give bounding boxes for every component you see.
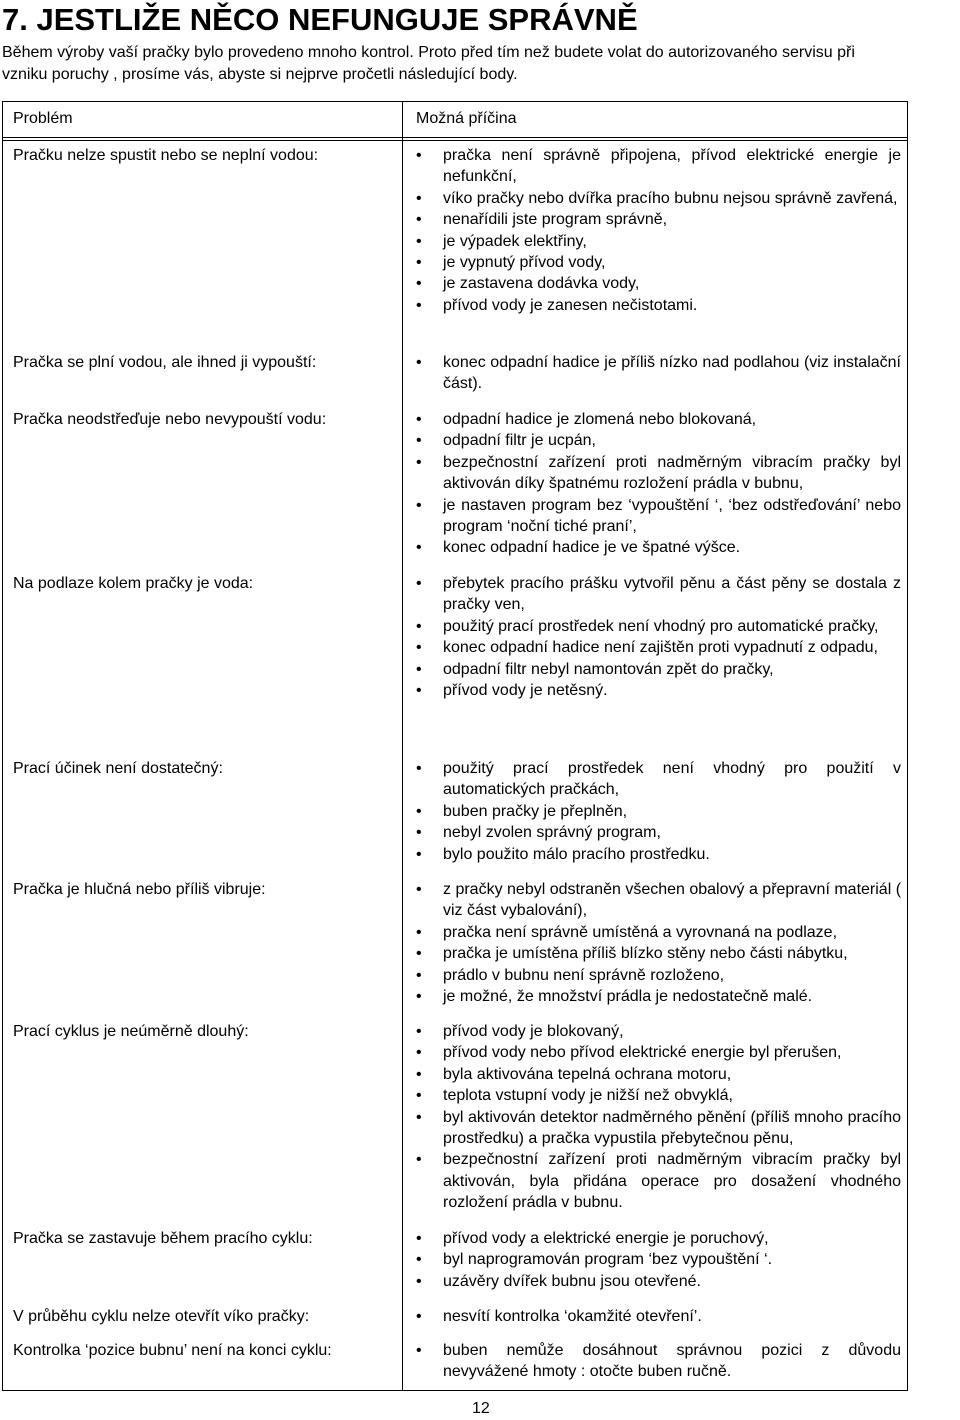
problem-cell: Prací cyklus je neúměrně dlouhý: bbox=[13, 1023, 249, 1040]
cause-list bbox=[414, 352, 901, 395]
intro-line-1: Během výroby vaší pračky bylo provedeno mnoho kontrol. Proto před tím než budete volat do autorizovaného servisu při bbox=[2, 44, 855, 61]
cause-text: konec odpadní hadice je příliš nízko nad podlahou (viz instalační část). bbox=[443, 354, 901, 393]
cause-text: odpadní filtr je ucpán, bbox=[443, 432, 596, 450]
cause-item bbox=[414, 495, 901, 538]
cause-text: použitý prací prostředek není vhodný pro automatické pračky, bbox=[443, 617, 879, 635]
cause-text: bezpečnostní zařízení proti nadměrným vibracím pračky byl aktivován díky špatnému rozložení prádla v bubnu, bbox=[443, 453, 901, 493]
bullet-icon: • bbox=[416, 189, 422, 207]
cause-item bbox=[414, 1085, 901, 1106]
cause-item bbox=[414, 452, 901, 495]
cause-item bbox=[414, 822, 901, 843]
bullet-icon: • bbox=[416, 682, 422, 700]
cause-text: pračka je umístěna příliš blízko stěny nebo části nábytku, bbox=[443, 945, 848, 963]
cause-text: je vypnutý přívod vody, bbox=[443, 254, 606, 272]
page-title: 7. JESTLIŽE NĚCO NEFUNGUJE SPRÁVNĚ bbox=[2, 2, 638, 37]
cause-item bbox=[414, 231, 901, 252]
cause-item bbox=[414, 801, 901, 822]
cause-text: buben pračky je přeplněn, bbox=[443, 802, 628, 820]
cause-list bbox=[414, 1340, 901, 1383]
intro-paragraph bbox=[2, 42, 960, 86]
cause-item bbox=[414, 1340, 901, 1383]
header-divider bbox=[3, 137, 907, 138]
cause-list bbox=[414, 145, 901, 316]
cause-item bbox=[414, 252, 901, 273]
cause-item bbox=[414, 409, 901, 430]
header-problem: Problém bbox=[13, 110, 73, 127]
bullet-icon: • bbox=[416, 539, 422, 557]
cause-text: přívod vody nebo přívod elektrické energie byl přerušen, bbox=[443, 1044, 842, 1062]
cause-item bbox=[414, 430, 901, 451]
cause-list bbox=[414, 1306, 901, 1327]
bullet-icon: • bbox=[416, 275, 422, 293]
bullet-icon: • bbox=[416, 1065, 422, 1083]
page-number: 12 bbox=[472, 1400, 490, 1417]
problem-cell: V průběhu cyklu nelze otevřít víko pračky: bbox=[13, 1308, 310, 1325]
cause-item bbox=[414, 295, 901, 316]
cause-list bbox=[414, 758, 901, 865]
cause-text: byla aktivována tepelná ochrana motoru, bbox=[443, 1065, 732, 1083]
bullet-icon: • bbox=[416, 1108, 422, 1126]
cause-item bbox=[414, 1107, 901, 1150]
cause-item bbox=[414, 1271, 901, 1292]
bullet-icon: • bbox=[416, 432, 422, 450]
bullet-icon: • bbox=[416, 1151, 422, 1169]
bullet-icon: • bbox=[416, 296, 422, 314]
cause-text: je zastavena dodávka vody, bbox=[443, 275, 640, 293]
cause-text: konec odpadní hadice je ve špatné výšce. bbox=[443, 539, 741, 557]
cause-item bbox=[414, 1249, 901, 1270]
cause-item bbox=[414, 1149, 901, 1213]
bullet-icon: • bbox=[416, 411, 422, 428]
cause-item bbox=[414, 758, 901, 801]
cause-item bbox=[414, 986, 901, 1007]
cause-item bbox=[414, 879, 901, 922]
cause-item bbox=[414, 616, 901, 637]
cause-item bbox=[414, 537, 901, 558]
bullet-icon: • bbox=[416, 881, 422, 898]
header-divider-double bbox=[3, 140, 907, 141]
troubleshooting-table bbox=[2, 101, 908, 1391]
cause-text: je možné, že množství prádla je nedostatečně malé. bbox=[443, 988, 813, 1006]
bullet-icon: • bbox=[416, 354, 422, 371]
column-divider bbox=[402, 102, 403, 1390]
cause-item bbox=[414, 352, 901, 395]
cause-item bbox=[414, 922, 901, 943]
cause-text: konec odpadní hadice není zajištěn proti vypadnutí z odpadu, bbox=[443, 639, 878, 657]
cause-item bbox=[414, 637, 901, 658]
problem-cell: Pračka se zastavuje během pracího cyklu: bbox=[13, 1230, 313, 1247]
bullet-icon: • bbox=[416, 760, 422, 777]
cause-text: teplota vstupní vody je nižší než obvyklá, bbox=[443, 1087, 733, 1105]
cause-text: přebytek pracího prášku vytvořil pěnu a část pěny se dostala z pračky ven, bbox=[443, 575, 901, 614]
cause-text: byl naprogramován program ‘bez vypouštění ‘. bbox=[443, 1251, 773, 1269]
bullet-icon: • bbox=[416, 824, 422, 842]
bullet-icon: • bbox=[416, 1342, 422, 1359]
cause-item bbox=[414, 1021, 901, 1042]
bullet-icon: • bbox=[416, 639, 422, 657]
bullet-icon: • bbox=[416, 845, 422, 863]
cause-text: použitý prací prostředek není vhodný pro použití v automatických pračkách, bbox=[443, 760, 901, 799]
bullet-icon: • bbox=[416, 988, 422, 1006]
bullet-icon: • bbox=[416, 575, 422, 592]
cause-text: přívod vody je netěsný. bbox=[443, 682, 608, 700]
bullet-icon: • bbox=[416, 147, 422, 164]
bullet-icon: • bbox=[416, 496, 422, 514]
cause-item bbox=[414, 145, 901, 188]
cause-text: z pračky nebyl odstraněn všechen obalový a přepravní materiál ( viz část vybalování), bbox=[443, 881, 902, 920]
cause-item bbox=[414, 844, 901, 865]
cause-text: nebyl zvolen správný program, bbox=[443, 824, 661, 842]
cause-item bbox=[414, 209, 901, 230]
cause-text: pračka není správně umístěná a vyrovnaná na podlaze, bbox=[443, 923, 838, 941]
problem-cell: Prací účinek není dostatečný: bbox=[13, 760, 223, 777]
problem-cell: Pračka je hlučná nebo příliš vibruje: bbox=[13, 881, 266, 898]
cause-text: víko pračky nebo dvířka pracího bubnu nejsou správně zavřená, bbox=[443, 189, 898, 207]
problem-cell: Pračka neodstřeďuje nebo nevypouští vodu: bbox=[13, 411, 327, 428]
cause-text: je výpadek elektřiny, bbox=[443, 232, 587, 250]
bullet-icon: • bbox=[416, 254, 422, 272]
bullet-icon: • bbox=[416, 1044, 422, 1062]
bullet-icon: • bbox=[416, 1087, 422, 1105]
bullet-icon: • bbox=[416, 945, 422, 963]
cause-text: bylo použito málo pracího prostředku. bbox=[443, 845, 710, 863]
cause-item bbox=[414, 680, 901, 701]
cause-text: přívod vody a elektrické energie je poruchový, bbox=[443, 1230, 769, 1247]
bullet-icon: • bbox=[416, 1230, 422, 1247]
cause-item bbox=[414, 965, 901, 986]
cause-text: byl aktivován detektor nadměrného pěnění (příliš mnoho pracího prostředku) a pračka vypustila přebytečnou pěnu, bbox=[443, 1108, 901, 1148]
bullet-icon: • bbox=[416, 923, 422, 941]
cause-list bbox=[414, 879, 901, 1007]
cause-text: odpadní hadice je zlomená nebo blokovaná, bbox=[443, 411, 757, 428]
cause-item bbox=[414, 1306, 901, 1327]
cause-item bbox=[414, 1042, 901, 1063]
cause-item bbox=[414, 573, 901, 616]
bullet-icon: • bbox=[416, 1272, 422, 1290]
cause-text: je nastaven program bez ‘vypouštění ‘, ‘bez odstřeďování’ nebo program ‘noční tiché praní’, bbox=[443, 496, 901, 536]
bullet-icon: • bbox=[416, 211, 422, 229]
bullet-icon: • bbox=[416, 1308, 422, 1325]
cause-text: přívod vody je zanesen nečistotami. bbox=[443, 296, 698, 314]
bullet-icon: • bbox=[416, 232, 422, 250]
cause-text: přívod vody je blokovaný, bbox=[443, 1023, 624, 1040]
cause-list bbox=[414, 1021, 901, 1214]
cause-item bbox=[414, 1228, 901, 1249]
bullet-icon: • bbox=[416, 617, 422, 635]
cause-item bbox=[414, 1064, 901, 1085]
cause-item bbox=[414, 273, 901, 294]
cause-list bbox=[414, 573, 901, 701]
intro-line-2: vzniku poruchy , prosíme vás, abyste si nejprve pročetli následující body. bbox=[2, 66, 518, 83]
cause-list bbox=[414, 1228, 901, 1292]
cause-text: nesvítí kontrolka ‘okamžité otevření’. bbox=[443, 1308, 702, 1325]
cause-item bbox=[414, 943, 901, 964]
cause-list bbox=[414, 409, 901, 559]
bullet-icon: • bbox=[416, 453, 422, 471]
cause-text: odpadní filtr nebyl namontován zpět do pračky, bbox=[443, 660, 774, 678]
problem-cell: Na podlaze kolem pračky je voda: bbox=[13, 575, 254, 592]
problem-cell: Pračku nelze spustit nebo se neplní vodou: bbox=[13, 147, 319, 164]
header-cause: Možná příčina bbox=[416, 110, 517, 127]
cause-text: pračka není správně připojena, přívod elektrické energie je nefunkční, bbox=[443, 147, 901, 186]
cause-text: buben nemůže dosáhnout správnou pozici z důvodu nevyvážené hmoty : otočte buben ručně. bbox=[443, 1342, 901, 1381]
problem-cell: Pračka se plní vodou, ale ihned ji vypouští: bbox=[13, 354, 317, 371]
bullet-icon: • bbox=[416, 1023, 422, 1040]
cause-text: uzávěry dvířek bubnu jsou otevřené. bbox=[443, 1272, 701, 1290]
cause-text: bezpečnostní zařízení proti nadměrným vibracím pračky byl aktivován, byla přidána operace pro dosažení vhodného rozložení prádla v bubnu. bbox=[443, 1151, 901, 1212]
cause-item bbox=[414, 659, 901, 680]
bullet-icon: • bbox=[416, 660, 422, 678]
cause-text: prádlo v bubnu není správně rozloženo, bbox=[443, 966, 725, 984]
bullet-icon: • bbox=[416, 802, 422, 820]
cause-item bbox=[414, 188, 901, 209]
bullet-icon: • bbox=[416, 1251, 422, 1269]
problem-cell: Kontrolka ‘pozice bubnu’ není na konci cyklu: bbox=[13, 1342, 332, 1359]
cause-text: nenařídili jste program správně, bbox=[443, 211, 668, 229]
bullet-icon: • bbox=[416, 966, 422, 984]
